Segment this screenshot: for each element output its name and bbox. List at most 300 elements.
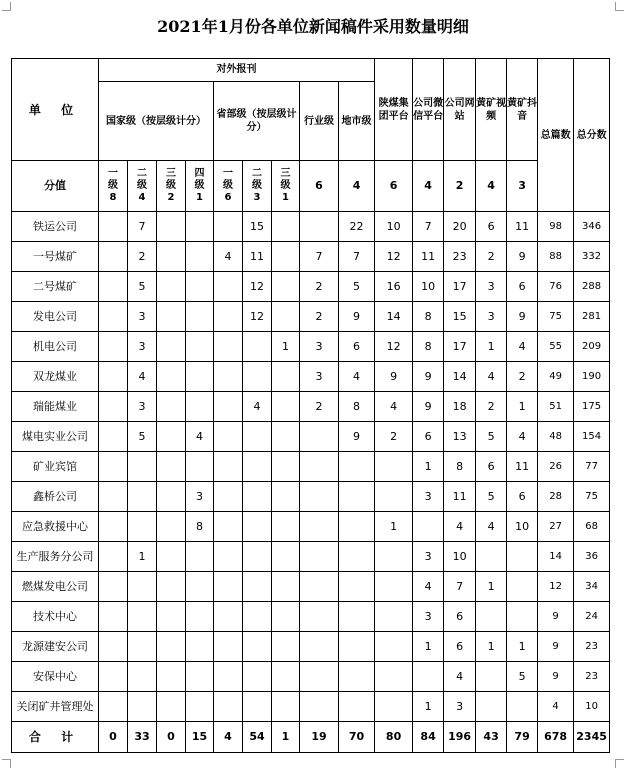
unit-name-cell: 铁运公司 bbox=[12, 212, 99, 242]
value-cell bbox=[186, 302, 214, 332]
value-cell: 2 bbox=[476, 392, 507, 422]
value-cell: 28 bbox=[538, 482, 574, 512]
unit-name-cell: 矿业宾馆 bbox=[12, 452, 99, 482]
value-cell: 6 bbox=[507, 482, 538, 512]
column-score-cell: 2 bbox=[444, 161, 476, 212]
value-cell: 3 bbox=[300, 362, 339, 392]
value-cell: 88 bbox=[538, 242, 574, 272]
value-cell: 18 bbox=[444, 392, 476, 422]
value-cell bbox=[157, 662, 186, 692]
value-cell bbox=[157, 212, 186, 242]
value-cell bbox=[375, 632, 413, 662]
value-cell bbox=[300, 632, 339, 662]
value-cell bbox=[99, 422, 128, 452]
unit-name-cell: 机电公司 bbox=[12, 332, 99, 362]
national-level-header: 国家级（按层级计分） bbox=[99, 82, 214, 161]
value-cell: 3 bbox=[444, 692, 476, 722]
value-cell bbox=[339, 452, 375, 482]
value-cell: 5 bbox=[128, 422, 157, 452]
value-cell: 332 bbox=[574, 242, 610, 272]
industry-level-header: 行业级 bbox=[300, 82, 339, 161]
value-cell: 4 bbox=[243, 392, 272, 422]
value-cell bbox=[300, 452, 339, 482]
value-cell bbox=[99, 692, 128, 722]
total-value-cell: 2345 bbox=[574, 722, 610, 753]
value-cell: 98 bbox=[538, 212, 574, 242]
value-cell: 8 bbox=[186, 512, 214, 542]
unit-name-cell: 二号煤矿 bbox=[12, 272, 99, 302]
value-cell: 10 bbox=[413, 272, 444, 302]
table-row bbox=[12, 272, 610, 302]
unit-name-cell: 生产服务分公司 bbox=[12, 542, 99, 572]
value-cell: 14 bbox=[375, 302, 413, 332]
value-cell bbox=[99, 212, 128, 242]
unit-name-cell: 技术中心 bbox=[12, 602, 99, 632]
value-cell bbox=[339, 662, 375, 692]
value-cell: 3 bbox=[476, 302, 507, 332]
value-cell: 4 bbox=[507, 422, 538, 452]
value-cell: 9 bbox=[538, 662, 574, 692]
value-cell bbox=[243, 332, 272, 362]
value-cell: 11 bbox=[444, 482, 476, 512]
value-cell: 2 bbox=[375, 422, 413, 452]
value-cell: 7 bbox=[300, 242, 339, 272]
website-header: 公司网站 bbox=[444, 59, 476, 161]
total-value-cell: 0 bbox=[99, 722, 128, 753]
total-value-cell: 54 bbox=[243, 722, 272, 753]
value-cell bbox=[243, 362, 272, 392]
value-cell bbox=[186, 662, 214, 692]
total-value-cell: 678 bbox=[538, 722, 574, 753]
value-cell: 2 bbox=[128, 242, 157, 272]
value-cell bbox=[214, 302, 243, 332]
value-cell: 12 bbox=[375, 332, 413, 362]
value-cell: 75 bbox=[574, 482, 610, 512]
video-header: 黄矿视频 bbox=[476, 59, 507, 161]
total-value-cell: 196 bbox=[444, 722, 476, 753]
value-cell: 27 bbox=[538, 512, 574, 542]
value-cell: 12 bbox=[375, 242, 413, 272]
value-cell bbox=[214, 542, 243, 572]
unit-name-cell: 燃煤发电公司 bbox=[12, 572, 99, 602]
value-cell: 15 bbox=[243, 212, 272, 242]
value-cell bbox=[157, 602, 186, 632]
table-row bbox=[12, 422, 610, 452]
value-cell: 346 bbox=[574, 212, 610, 242]
value-cell bbox=[507, 572, 538, 602]
value-cell bbox=[339, 602, 375, 632]
value-cell: 76 bbox=[538, 272, 574, 302]
value-cell bbox=[375, 482, 413, 512]
value-cell bbox=[243, 422, 272, 452]
value-cell: 13 bbox=[444, 422, 476, 452]
value-cell: 5 bbox=[128, 272, 157, 302]
value-cell bbox=[272, 542, 300, 572]
value-cell: 6 bbox=[413, 422, 444, 452]
value-cell: 3 bbox=[413, 482, 444, 512]
value-cell: 5 bbox=[476, 422, 507, 452]
tier-score-cell: 二 级 4 bbox=[128, 161, 157, 212]
total-value-cell: 84 bbox=[413, 722, 444, 753]
value-cell: 1 bbox=[507, 392, 538, 422]
value-cell bbox=[272, 512, 300, 542]
value-cell bbox=[476, 692, 507, 722]
value-cell: 154 bbox=[574, 422, 610, 452]
value-cell: 1 bbox=[375, 512, 413, 542]
total-value-cell: 4 bbox=[214, 722, 243, 753]
value-cell: 4 bbox=[444, 512, 476, 542]
tier-score-cell: 三 级 2 bbox=[157, 161, 186, 212]
value-cell: 6 bbox=[476, 452, 507, 482]
value-cell: 8 bbox=[339, 392, 375, 422]
total-value-cell: 80 bbox=[375, 722, 413, 753]
column-score-cell: 4 bbox=[413, 161, 444, 212]
unit-name-cell: 一号煤矿 bbox=[12, 242, 99, 272]
tier-score-cell: 一 级 6 bbox=[214, 161, 243, 212]
value-cell: 2 bbox=[300, 392, 339, 422]
value-cell bbox=[214, 332, 243, 362]
value-cell: 6 bbox=[507, 272, 538, 302]
value-cell bbox=[243, 632, 272, 662]
douyin-header: 黄矿抖音 bbox=[507, 59, 538, 161]
value-cell bbox=[375, 602, 413, 632]
value-cell: 1 bbox=[413, 632, 444, 662]
value-cell bbox=[99, 572, 128, 602]
value-cell bbox=[413, 512, 444, 542]
column-score-cell: 4 bbox=[339, 161, 375, 212]
value-cell: 22 bbox=[339, 212, 375, 242]
value-cell: 6 bbox=[444, 602, 476, 632]
value-cell bbox=[476, 602, 507, 632]
value-cell: 9 bbox=[507, 302, 538, 332]
value-cell bbox=[157, 272, 186, 302]
value-cell: 7 bbox=[413, 212, 444, 242]
value-cell bbox=[375, 692, 413, 722]
value-cell: 26 bbox=[538, 452, 574, 482]
value-cell: 51 bbox=[538, 392, 574, 422]
ministerial-level-header: 省部级（按层级计分） bbox=[214, 82, 300, 161]
tier-score-cell: 四 级 1 bbox=[186, 161, 214, 212]
value-cell bbox=[186, 272, 214, 302]
value-cell bbox=[186, 242, 214, 272]
value-cell bbox=[157, 482, 186, 512]
value-cell: 4 bbox=[214, 242, 243, 272]
table-row bbox=[12, 482, 610, 512]
wechat-platform-header: 公司微信平台 bbox=[413, 59, 444, 161]
value-cell bbox=[272, 242, 300, 272]
value-cell bbox=[243, 512, 272, 542]
value-cell bbox=[157, 632, 186, 662]
value-cell bbox=[272, 572, 300, 602]
table-row bbox=[12, 512, 610, 542]
value-cell bbox=[243, 482, 272, 512]
value-cell bbox=[243, 572, 272, 602]
value-cell bbox=[99, 272, 128, 302]
value-cell bbox=[214, 572, 243, 602]
value-cell: 4 bbox=[128, 362, 157, 392]
value-cell: 1 bbox=[476, 332, 507, 362]
value-cell: 3 bbox=[186, 482, 214, 512]
value-cell bbox=[300, 602, 339, 632]
value-cell: 4 bbox=[375, 392, 413, 422]
value-cell bbox=[272, 392, 300, 422]
value-cell: 16 bbox=[375, 272, 413, 302]
value-cell: 5 bbox=[476, 482, 507, 512]
value-cell bbox=[99, 392, 128, 422]
value-cell bbox=[272, 272, 300, 302]
value-cell bbox=[300, 512, 339, 542]
value-cell bbox=[272, 632, 300, 662]
table-row bbox=[12, 602, 610, 632]
value-cell bbox=[99, 602, 128, 632]
total-articles-header: 总篇数 bbox=[538, 59, 574, 212]
total-value-cell: 0 bbox=[157, 722, 186, 753]
value-cell: 77 bbox=[574, 452, 610, 482]
value-cell bbox=[99, 542, 128, 572]
value-cell bbox=[272, 452, 300, 482]
value-cell: 20 bbox=[444, 212, 476, 242]
value-cell bbox=[186, 602, 214, 632]
value-cell bbox=[214, 632, 243, 662]
value-cell: 12 bbox=[243, 272, 272, 302]
total-value-cell: 15 bbox=[186, 722, 214, 753]
value-cell bbox=[272, 422, 300, 452]
table-row bbox=[12, 332, 610, 362]
city-level-header: 地市级 bbox=[339, 82, 375, 161]
external-press-header: 对外报刊 bbox=[99, 59, 375, 82]
value-cell: 1 bbox=[476, 632, 507, 662]
value-cell: 209 bbox=[574, 332, 610, 362]
value-cell: 3 bbox=[300, 332, 339, 362]
value-cell: 6 bbox=[339, 332, 375, 362]
value-cell bbox=[128, 602, 157, 632]
value-cell bbox=[157, 392, 186, 422]
value-cell bbox=[243, 542, 272, 572]
value-cell bbox=[375, 542, 413, 572]
news-adoption-table bbox=[11, 58, 610, 753]
value-cell bbox=[339, 572, 375, 602]
value-cell: 17 bbox=[444, 272, 476, 302]
value-cell bbox=[99, 242, 128, 272]
value-cell bbox=[375, 662, 413, 692]
value-cell bbox=[157, 572, 186, 602]
total-score-header: 总分数 bbox=[574, 59, 610, 212]
table-row bbox=[12, 212, 610, 242]
table-row bbox=[12, 242, 610, 272]
value-cell: 5 bbox=[339, 272, 375, 302]
table-row bbox=[12, 452, 610, 482]
table-row bbox=[12, 302, 610, 332]
value-cell: 75 bbox=[538, 302, 574, 332]
unit-name-cell: 鑫桥公司 bbox=[12, 482, 99, 512]
value-cell bbox=[272, 362, 300, 392]
value-cell: 11 bbox=[507, 212, 538, 242]
value-cell bbox=[99, 452, 128, 482]
column-score-cell: 6 bbox=[375, 161, 413, 212]
table-row bbox=[12, 542, 610, 572]
value-cell: 15 bbox=[444, 302, 476, 332]
value-cell bbox=[214, 692, 243, 722]
page-corner-mark bbox=[2, 759, 11, 768]
value-cell bbox=[128, 632, 157, 662]
value-cell: 2 bbox=[476, 242, 507, 272]
value-cell: 3 bbox=[413, 602, 444, 632]
unit-name-cell: 关闭矿井管理处 bbox=[12, 692, 99, 722]
value-cell bbox=[186, 452, 214, 482]
value-cell: 2 bbox=[300, 302, 339, 332]
unit-name-cell: 瑞能煤业 bbox=[12, 392, 99, 422]
value-cell bbox=[128, 572, 157, 602]
value-cell bbox=[157, 242, 186, 272]
value-cell bbox=[99, 512, 128, 542]
table-row bbox=[12, 572, 610, 602]
value-cell bbox=[186, 632, 214, 662]
value-cell bbox=[375, 572, 413, 602]
value-cell bbox=[300, 422, 339, 452]
value-cell: 4 bbox=[538, 692, 574, 722]
value-cell: 4 bbox=[339, 362, 375, 392]
value-cell: 34 bbox=[574, 572, 610, 602]
value-cell bbox=[243, 602, 272, 632]
value-cell bbox=[157, 422, 186, 452]
value-cell bbox=[157, 332, 186, 362]
value-cell bbox=[99, 662, 128, 692]
value-cell bbox=[300, 542, 339, 572]
value-cell bbox=[272, 692, 300, 722]
value-cell bbox=[214, 482, 243, 512]
value-cell bbox=[128, 512, 157, 542]
value-cell bbox=[300, 482, 339, 512]
value-cell: 8 bbox=[444, 452, 476, 482]
value-cell: 4 bbox=[444, 662, 476, 692]
table-row bbox=[12, 662, 610, 692]
value-cell bbox=[476, 662, 507, 692]
value-cell: 1 bbox=[507, 632, 538, 662]
value-cell: 4 bbox=[507, 332, 538, 362]
page-corner-mark bbox=[615, 2, 624, 11]
total-value-cell: 19 bbox=[300, 722, 339, 753]
value-cell: 5 bbox=[507, 662, 538, 692]
value-cell bbox=[272, 482, 300, 512]
value-cell: 14 bbox=[538, 542, 574, 572]
value-cell bbox=[214, 512, 243, 542]
value-cell bbox=[476, 542, 507, 572]
table-row bbox=[12, 362, 610, 392]
table-row bbox=[12, 392, 610, 422]
value-cell bbox=[243, 452, 272, 482]
unit-header: 单 位 bbox=[12, 59, 99, 161]
value-cell bbox=[157, 302, 186, 332]
value-cell: 10 bbox=[444, 542, 476, 572]
value-cell bbox=[243, 692, 272, 722]
unit-name-cell: 发电公司 bbox=[12, 302, 99, 332]
value-cell: 12 bbox=[243, 302, 272, 332]
total-label: 合 计 bbox=[12, 722, 99, 753]
value-cell bbox=[157, 452, 186, 482]
value-cell: 7 bbox=[339, 242, 375, 272]
value-cell: 11 bbox=[507, 452, 538, 482]
value-cell: 190 bbox=[574, 362, 610, 392]
value-cell: 10 bbox=[574, 692, 610, 722]
value-cell: 1 bbox=[272, 332, 300, 362]
value-cell: 9 bbox=[413, 392, 444, 422]
document-title: 2021年1月份各单位新闻稿件采用数量明细 bbox=[157, 17, 469, 36]
value-cell: 68 bbox=[574, 512, 610, 542]
unit-name-cell: 双龙煤业 bbox=[12, 362, 99, 392]
value-cell bbox=[300, 572, 339, 602]
value-cell bbox=[243, 662, 272, 692]
value-cell: 10 bbox=[507, 512, 538, 542]
value-cell bbox=[339, 542, 375, 572]
value-cell: 1 bbox=[128, 542, 157, 572]
value-cell bbox=[214, 392, 243, 422]
value-cell: 17 bbox=[444, 332, 476, 362]
value-cell: 1 bbox=[476, 572, 507, 602]
value-cell: 48 bbox=[538, 422, 574, 452]
value-cell bbox=[128, 482, 157, 512]
total-value-cell: 79 bbox=[507, 722, 538, 753]
value-cell: 4 bbox=[186, 422, 214, 452]
value-cell: 11 bbox=[413, 242, 444, 272]
value-cell bbox=[300, 212, 339, 242]
value-cell bbox=[186, 362, 214, 392]
value-cell bbox=[339, 482, 375, 512]
page-corner-mark bbox=[615, 759, 624, 768]
value-cell: 6 bbox=[444, 632, 476, 662]
value-cell: 4 bbox=[476, 512, 507, 542]
value-cell bbox=[214, 362, 243, 392]
value-cell bbox=[300, 662, 339, 692]
value-cell: 9 bbox=[507, 242, 538, 272]
value-cell: 9 bbox=[339, 302, 375, 332]
value-cell: 9 bbox=[538, 602, 574, 632]
total-value-cell: 70 bbox=[339, 722, 375, 753]
value-cell bbox=[214, 422, 243, 452]
value-cell bbox=[507, 602, 538, 632]
value-cell bbox=[186, 692, 214, 722]
value-cell: 10 bbox=[375, 212, 413, 242]
value-cell: 1 bbox=[413, 692, 444, 722]
value-cell: 9 bbox=[413, 362, 444, 392]
value-cell: 14 bbox=[444, 362, 476, 392]
value-cell: 2 bbox=[507, 362, 538, 392]
value-cell bbox=[128, 662, 157, 692]
value-cell: 23 bbox=[574, 632, 610, 662]
unit-name-cell: 龙源建安公司 bbox=[12, 632, 99, 662]
value-cell bbox=[186, 212, 214, 242]
value-cell bbox=[214, 212, 243, 242]
score-label: 分值 bbox=[12, 161, 99, 212]
value-cell bbox=[339, 512, 375, 542]
value-cell: 23 bbox=[444, 242, 476, 272]
value-cell: 3 bbox=[128, 332, 157, 362]
value-cell bbox=[413, 662, 444, 692]
value-cell bbox=[186, 542, 214, 572]
value-cell bbox=[214, 272, 243, 302]
value-cell: 9 bbox=[339, 422, 375, 452]
value-cell: 8 bbox=[413, 332, 444, 362]
value-cell bbox=[99, 332, 128, 362]
value-cell: 3 bbox=[476, 272, 507, 302]
value-cell bbox=[186, 332, 214, 362]
value-cell bbox=[300, 692, 339, 722]
value-cell: 55 bbox=[538, 332, 574, 362]
value-cell: 36 bbox=[574, 542, 610, 572]
value-cell: 12 bbox=[538, 572, 574, 602]
value-cell: 288 bbox=[574, 272, 610, 302]
total-value-cell: 1 bbox=[272, 722, 300, 753]
total-row bbox=[12, 722, 610, 753]
